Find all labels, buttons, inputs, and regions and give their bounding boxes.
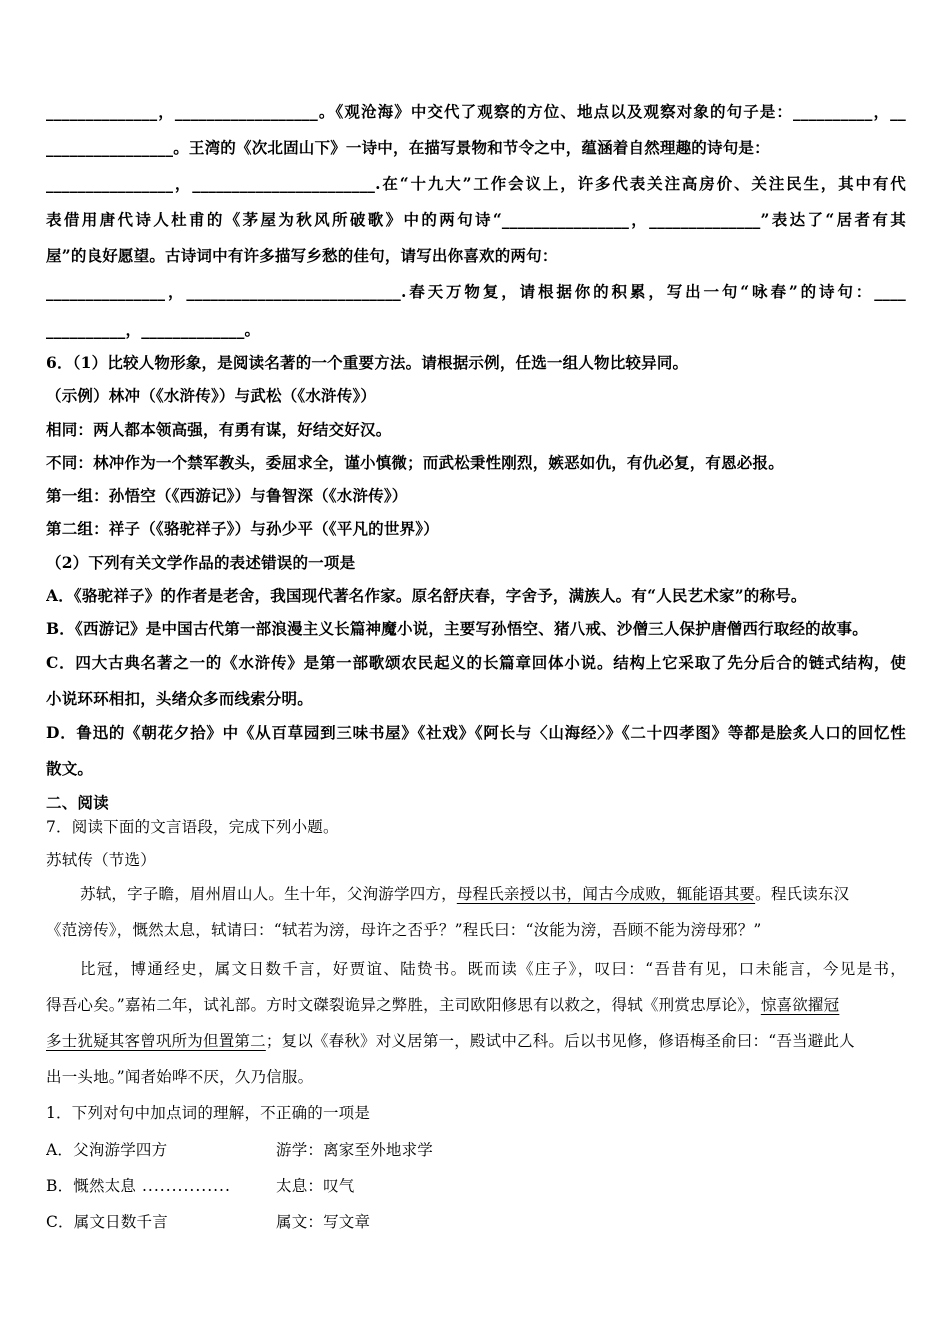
underlined-sentence-1: 母程氏亲授以书，闻古今成败，辄能语其要 bbox=[456, 885, 756, 903]
q6-option-b: B．《西游记》是中国古代第一部浪漫主义长篇神魔小说，主要写孙悟空、猪八戒、沙僧三人保护唐僧西行取经的故事。 bbox=[46, 619, 868, 638]
passage-line-1-text-a: 苏轼，字子瞻，眉州眉山人。生十年，父洵游学四方， bbox=[80, 885, 457, 903]
choice-b-sentence: B．慨然太息 bbox=[46, 1177, 137, 1195]
passage-line-5-text: ；复以《春秋》对义居第一，殿试中乙科。后以书见修，修语梅圣俞曰：“吾当避此人 bbox=[265, 1032, 855, 1050]
underlined-sentence-2a: 惊喜欲擢冠 bbox=[760, 996, 840, 1014]
fill-line-5: 屋”的良好愿望。古诗词中有许多描写乡愁的佳句，请写出你喜欢的两句： bbox=[46, 246, 558, 265]
fill-line-4: 表借用唐代诗人杜甫的《茅屋为秋风所破歌》中的两句诗“________________，______________”表达了“居者有其 bbox=[46, 210, 906, 229]
choice-a bbox=[46, 1138, 906, 1162]
q6-group2: 第二组：祥子（《骆驼祥子》）与孙少平（《平凡的世界》） bbox=[46, 519, 439, 538]
q7-stem: 7．阅读下面的文言语段，完成下列小题。 bbox=[46, 818, 339, 836]
section-heading: 二、阅读 bbox=[46, 793, 109, 812]
fill-line-2: ________________。王湾的《次北固山下》一诗中，在描写景物和节令之中，蕴涵着自然理趣的诗句是： bbox=[46, 138, 770, 157]
choice-b bbox=[46, 1174, 906, 1198]
sub-question-1: 1．下列对句中加点词的理解，不正确的一项是 bbox=[46, 1104, 371, 1122]
q6-diff: 不同：林冲作为一个禁军教头，委屈求全，谨小慎微；而武松秉性刚烈，嫉恶如仇，有仇必复，有恩必报。 bbox=[46, 453, 784, 472]
passage-line-1-text-b: 。程氏读东汉 bbox=[755, 885, 850, 903]
choice-c bbox=[46, 1210, 906, 1234]
underlined-sentence-2b: 多士犹疑其客曾巩所为但置第二 bbox=[46, 1032, 266, 1050]
q6-stem: 6．（1）比较人物形象，是阅读名著的一个重要方法。请根据示例，任选一组人物比较异同。 bbox=[46, 353, 689, 372]
q6-option-c-line2: 小说环环相扣，头绪众多而线索分明。 bbox=[46, 689, 313, 708]
choice-c-sentence: C．属文日数千言 bbox=[46, 1213, 168, 1231]
q6-same: 相同：两人都本领高强，有勇有谋，好结交好汉。 bbox=[46, 420, 392, 439]
fill-line-1: ______________，__________________。《观沧海》中交代了观察的方位、地点以及观察对象的句子是：__________，__ bbox=[46, 102, 906, 121]
passage-line-1 bbox=[80, 882, 906, 906]
q6-group1: 第一组：孙悟空（《西游记》）与鲁智深（《水浒传》） bbox=[46, 486, 408, 505]
passage-line-4 bbox=[46, 993, 906, 1017]
fill-line-3: ________________，_______________________.在“十九大”工作会议上，许多代表关注高房价、关注民生，其中有代 bbox=[46, 174, 906, 193]
q6-option-a: A．《骆驼祥子》的作者是老舍，我国现代著名作家。原名舒庆春，字舍予，满族人。有“人民艺术家”的称号。 bbox=[46, 586, 807, 605]
choice-a-sentence: A．父洵游学四方 bbox=[46, 1141, 168, 1159]
passage-line-2: 《范滂传》，慨然太息，轼请曰：“轼若为滂，母许之否乎？”程氏曰：“汝能为滂，吾顾不能为滂母邪？” bbox=[46, 921, 762, 939]
passage-title: 苏轼传（节选） bbox=[46, 851, 156, 869]
fill-line-7: __________，_____________。 bbox=[46, 320, 261, 339]
q6-option-d-line1: D．鲁迅的《朝花夕拾》中《从百草园到三味书屋》《社戏》《阿长与〈山海经〉》《二十四孝图》等都是脍炙人口的回忆性 bbox=[46, 723, 906, 742]
q6-option-c-line1: C．四大古典名著之一的《水浒传》是第一部歌颂农民起义的长篇章回体小说。结构上它采取了先分后合的链式结构，使 bbox=[46, 653, 906, 672]
passage-line-4-text: 得吾心矣。”嘉祐二年，试礼部。方时文磔裂诡异之弊胜，主司欧阳修思有以救之，得轼《刑赏忠厚论》， bbox=[46, 996, 761, 1014]
q6-part2: （2）下列有关文学作品的表述错误的一项是 bbox=[46, 553, 356, 572]
passage-line-6: 出一头地。”闻者始哗不厌，久乃信服。 bbox=[46, 1068, 314, 1086]
fill-line-6: _______________，___________________________.春天万物复，请根据你的积累，写出一句“咏春”的诗句：____ bbox=[46, 282, 906, 301]
choice-b-dots: ............... bbox=[142, 1177, 231, 1195]
passage-line-5 bbox=[46, 1029, 906, 1053]
choice-c-gloss: 属文：写文章 bbox=[276, 1213, 371, 1231]
choice-b-gloss: 太息：叹气 bbox=[276, 1177, 355, 1195]
q6-example: （示例）林冲（《水浒传》）与武松（《水浒传》） bbox=[46, 386, 377, 405]
choice-a-gloss: 游学：离家至外地求学 bbox=[276, 1141, 434, 1159]
passage-line-3: 比冠，博通经史，属文日数千言，好贾谊、陆贽书。既而读《庄子》，叹曰：“吾昔有见，口未能言，今见是书， bbox=[80, 960, 906, 978]
q6-option-d-line2: 散文。 bbox=[46, 759, 94, 778]
